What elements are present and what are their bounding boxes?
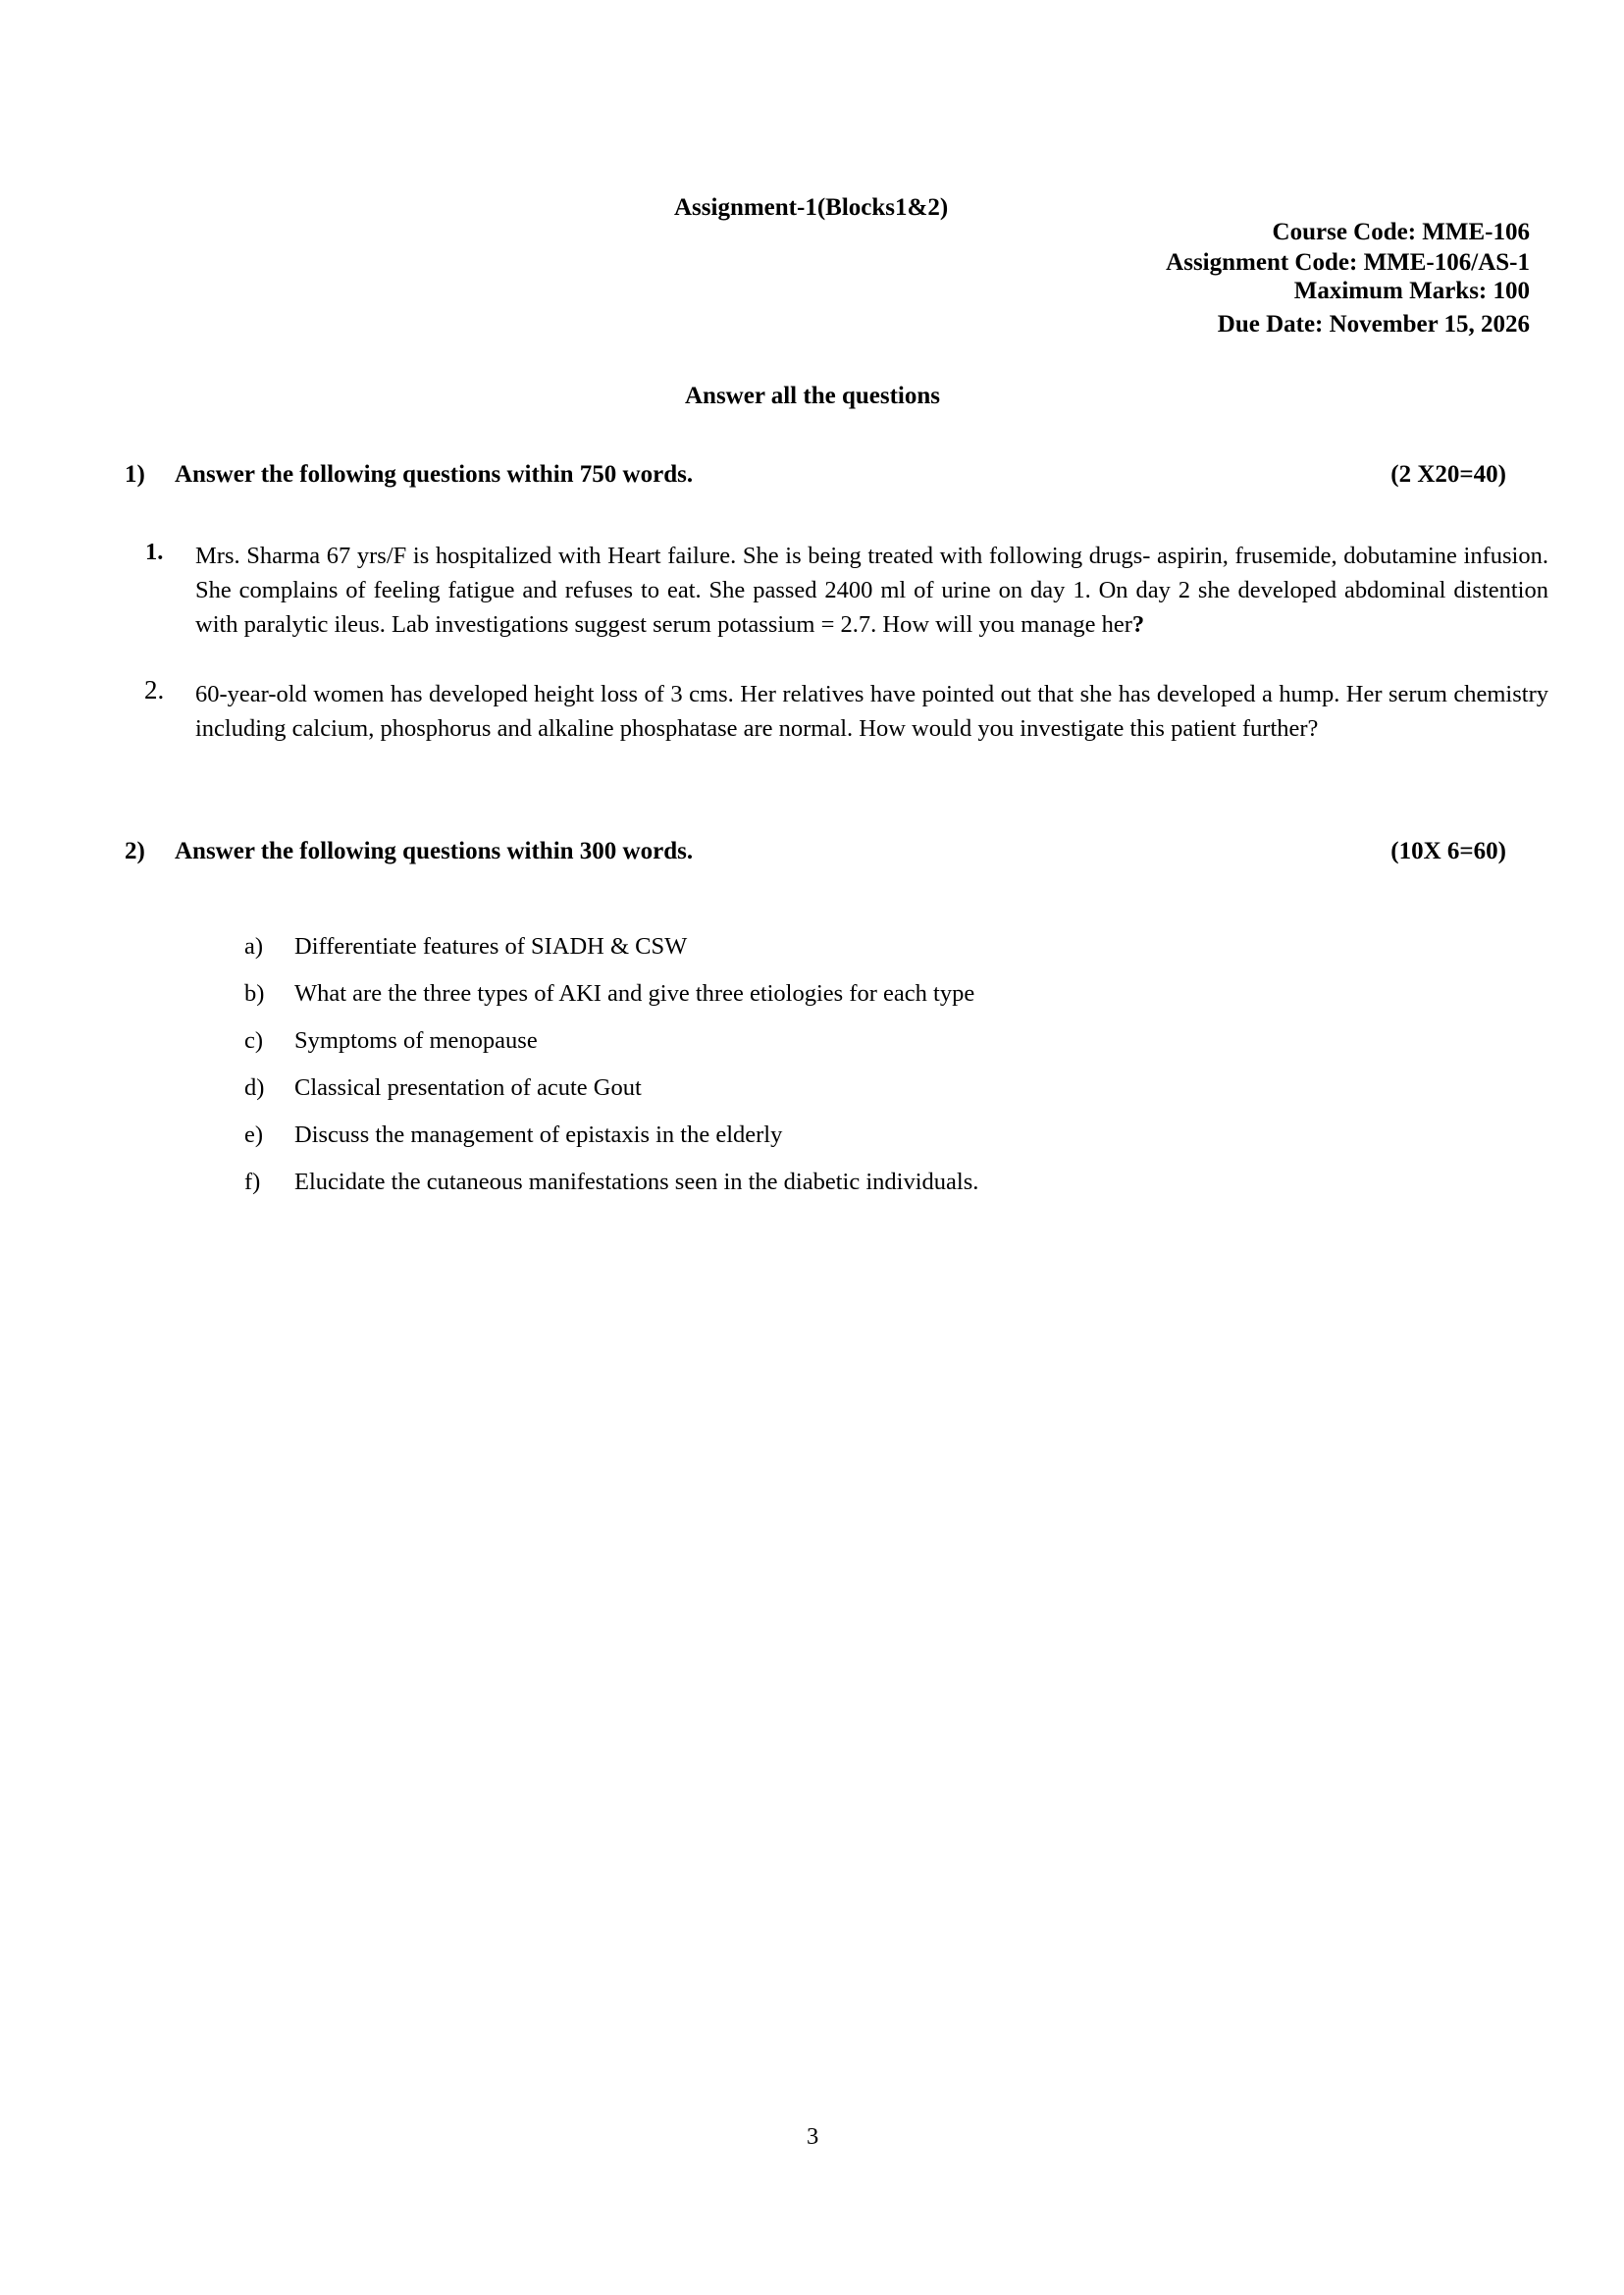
list-item: Symptoms of menopause: [294, 1027, 538, 1054]
section2-number: 2): [125, 838, 145, 864]
question1-number: 1.: [145, 539, 164, 565]
question2-text: 60-year-old women has developed height loss of 3 cms. Her relatives have pointed out that she has developed a hump. Her serum chemistry including calcium, phosphorus and alkaline phosphatase are normal. How would you investigate this patient further?: [195, 681, 1548, 742]
section2-heading: Answer the following questions within 300 words.: [175, 838, 694, 864]
question1-text: [195, 539, 1548, 642]
list-item: What are the three types of AKI and give three etiologies for each type: [294, 980, 975, 1007]
list-item: Discuss the management of epistaxis in the elderly: [294, 1121, 783, 1148]
list-item: Elucidate the cutaneous manifestations seen in the diabetic individuals.: [294, 1169, 979, 1195]
assignment-code: Assignment Code: MME-106/AS-1: [1166, 249, 1530, 276]
course-code: Course Code: MME-106: [1272, 219, 1530, 245]
instruction-heading: Answer all the questions: [685, 383, 940, 409]
question1-body: Mrs. Sharma 67 yrs/F is hospitalized with Heart failure. She is being treated with following drugs- aspirin, frusemide, dobutamine infusion. She complains of feeling fatigue and refuses to eat. She passed 2400 ml of urine on day 1. On day 2 she developed abdominal distention with paralytic ileus. Lab investigations suggest serum potassium = 2.7. How will you manage her: [195, 543, 1548, 638]
assignment-title: Assignment-1(Blocks1&2): [674, 194, 949, 221]
item-label: a): [244, 933, 264, 960]
item-label: f): [244, 1169, 261, 1195]
section1-number: 1): [125, 461, 145, 488]
list-item: Differentiate features of SIADH & CSW: [294, 933, 688, 960]
due-date: Due Date: November 15, 2026: [1217, 311, 1530, 338]
question2-number: 2.: [144, 675, 165, 704]
item-label: e): [244, 1121, 264, 1148]
section1-heading: Answer the following questions within 750 words.: [175, 461, 694, 488]
list-item: Classical presentation of acute Gout: [294, 1074, 642, 1101]
question1-end-mark: ?: [1131, 611, 1145, 638]
maximum-marks: Maximum Marks: 100: [1293, 278, 1530, 304]
item-label: b): [244, 980, 265, 1007]
section1-marks: (2 X20=40): [1390, 461, 1506, 488]
item-label: c): [244, 1027, 264, 1054]
item-label: d): [244, 1074, 265, 1101]
section2-marks: (10X 6=60): [1390, 838, 1506, 864]
page-number: 3: [807, 2123, 819, 2150]
